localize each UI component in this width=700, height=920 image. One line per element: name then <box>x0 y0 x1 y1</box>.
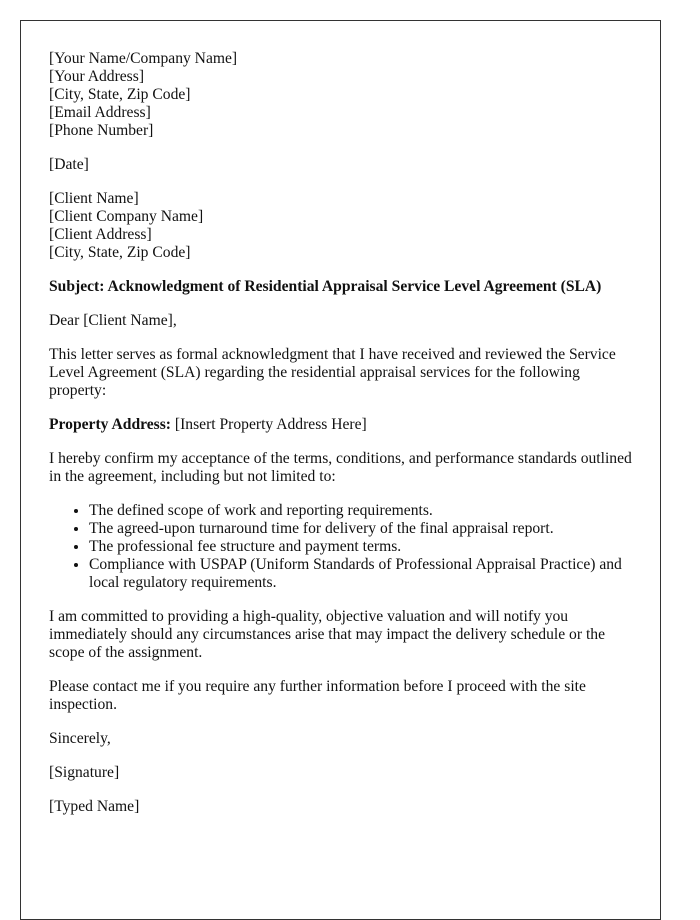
sender-block <box>49 50 632 140</box>
recipient-block <box>49 190 632 262</box>
property-address-value: [Insert Property Address Here] <box>171 416 367 433</box>
sender-address: [Your Address] <box>49 68 145 85</box>
sender-city-state-zip: [City, State, Zip Code] <box>49 86 191 103</box>
document-viewport[interactable] <box>20 20 661 815</box>
recipient-address: [Client Address] <box>49 226 152 243</box>
recipient-city-state-zip: [City, State, Zip Code] <box>49 244 191 261</box>
sender-email: [Email Address] <box>49 104 151 121</box>
intro-paragraph: This letter serves as formal acknowledgment that I have received and reviewed the Service Level Agreement (SLA) regarding the residential appraisal services for the following property: <box>49 346 616 399</box>
recipient-name: [Client Name] <box>49 190 139 207</box>
contact-paragraph: Please contact me if you require any further information before I proceed with the site inspection. <box>49 678 586 713</box>
letter-date: [Date] <box>49 156 89 173</box>
sender-phone: [Phone Number] <box>49 122 154 139</box>
list-item: • The professional fee structure and payment terms. <box>89 538 632 556</box>
property-address-label: Property Address: <box>49 416 172 433</box>
confirmation-paragraph: I hereby confirm my acceptance of the terms, conditions, and performance standards outlined in the agreement, including but not limited to: <box>49 450 632 485</box>
subject-line: Subject: Acknowledgment of Residential Appraisal Service Level Agreement (SLA) <box>49 278 602 295</box>
list-item: • The agreed-upon turnaround time for delivery of the final appraisal report. <box>89 520 632 538</box>
closing: Sincerely, <box>49 730 111 747</box>
typed-name-placeholder: [Typed Name] <box>49 798 140 815</box>
list-item: • Compliance with USPAP (Uniform Standards of Professional Appraisal Practice) and local regulatory requirements. <box>89 556 632 592</box>
salutation: Dear [Client Name], <box>49 312 177 329</box>
sender-name: [Your Name/Company Name] <box>49 50 238 67</box>
property-address-line <box>49 416 632 434</box>
terms-list <box>49 502 632 592</box>
commitment-paragraph: I am committed to providing a high-quality, objective valuation and will notify you immediately should any circumstances arise that may impact the delivery schedule or the scope of the assignment. <box>49 608 605 661</box>
list-item: • The defined scope of work and reporting requirements. <box>89 502 632 520</box>
recipient-company: [Client Company Name] <box>49 208 204 225</box>
letter-page <box>20 20 661 920</box>
signature-placeholder: [Signature] <box>49 764 120 781</box>
